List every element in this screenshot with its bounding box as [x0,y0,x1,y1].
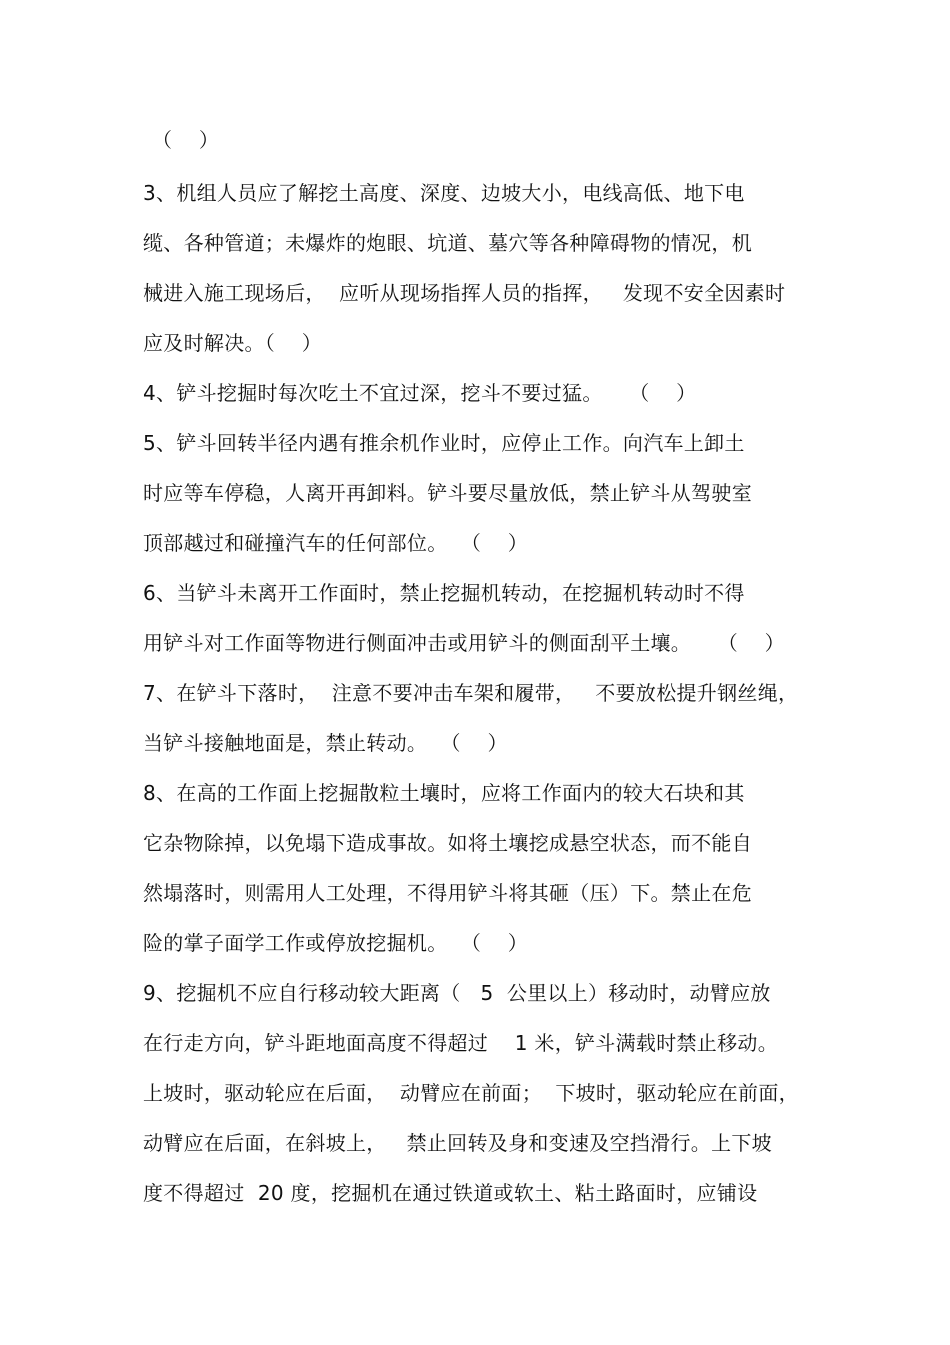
text-line: 动臂应在后面，在斜坡上， 禁止回转及身和变速及空挡滑行。上下坡 [143,1131,772,1155]
text-line: 械进入施工现场后， 应听从现场指挥人员的指挥， 发现不安全因素时 [143,281,786,305]
text-line: 4、铲斗挖掘时每次吃土不宜过深，挖斗不要过猛。 （ ） [143,381,697,405]
text-line: 5、铲斗回转半径内遇有推余机作业时，应停止工作。向汽车上卸土 [143,431,745,455]
text-line: 用铲斗对工作面等物进行侧面冲击或用铲斗的侧面刮平土壤。 （ ） [143,631,785,655]
text-line: 上坡时，驱动轮应在后面， 动臂应在前面； 下坡时，驱动轮应在前面， [143,1081,799,1105]
text-line: 7、在铲斗下落时， 注意不要冲击车架和履带， 不要放松提升钢丝绳， [143,681,799,705]
text-line: （ ） [152,128,220,152]
text-line: 顶部越过和碰撞汽车的任何部位。 （ ） [143,531,529,555]
text-line: 应及时解决。（ ） [143,331,323,355]
text-line: 险的掌子面学工作或停放挖掘机。 （ ） [143,931,529,955]
text-line: 在行走方向，铲斗距地面高度不得超过 1 米，铲斗满载时禁止移动。 [143,1031,779,1055]
text-line: 当铲斗接触地面是，禁止转动。 （ ） [143,731,508,755]
text-line: 3、机组人员应了解挖土高度、深度、边坡大小，电线高低、地下电 [143,181,745,205]
text-line: 时应等车停稳，人离开再卸料。铲斗要尽量放低，禁止铲斗从驾驶室 [143,481,752,505]
text-line: 6、当铲斗未离开工作面时，禁止挖掘机转动，在挖掘机转动时不得 [143,581,745,605]
text-line: 8、在高的工作面上挖掘散粒土壤时，应将工作面内的较大石块和其 [143,781,745,805]
text-line: 9、挖掘机不应自行移动较大距离（ 5 公里以上）移动时，动臂应放 [143,981,771,1005]
text-line: 度不得超过 20 度，挖掘机在通过铁道或软土、粘土路面时，应铺设 [143,1181,758,1205]
text-line: 然塌落时，则需用人工处理，不得用铲斗将其砸（压）下。禁止在危 [143,881,752,905]
text-line: 它杂物除掉，以免塌下造成事故。如将土壤挖成悬空状态，而不能自 [143,831,752,855]
text-line: 缆、各种管道；未爆炸的炮眼、坑道、墓穴等各种障碍物的情况，机 [143,231,752,255]
